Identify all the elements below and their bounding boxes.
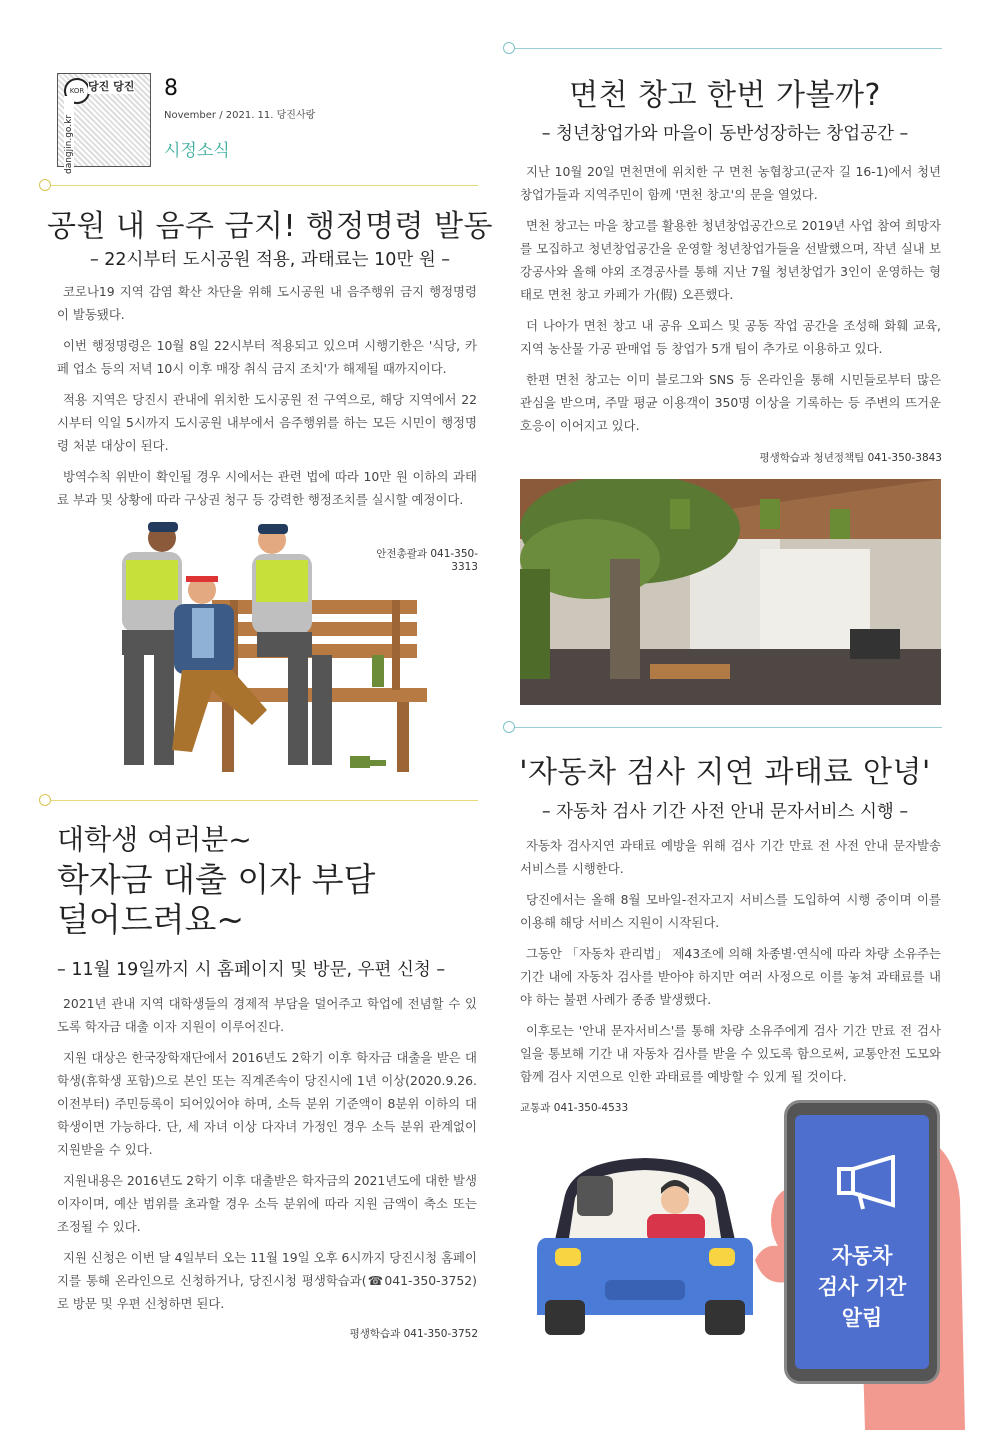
logo-text: 당진 당진 [88,80,135,93]
divider-rule [512,48,942,49]
article-subtitle: – 22시부터 도시공원 적용, 과태료는 10만 원 – [89,250,451,270]
cafe-interior-photo [520,479,941,705]
article-body [520,834,941,1096]
logo-mark: KOR [64,78,90,104]
article-title: '자동차 검사 지연 과태료 안녕' [519,755,931,790]
megaphone-icon [837,1155,907,1211]
article-title [57,820,375,940]
title-line: 덜어드려요~ [57,900,245,939]
article-subtitle: – 청년창업가와 마을이 동반성장하는 창업공간 – [541,124,909,144]
paragraph: 이번 행정명령은 10월 8일 22시부터 적용되고 있으며 시행기한은 '식당, 카페 업소 등의 저녁 10시 이후 매장 취식 금지 조치'가 해제될 때까지이다. [57,338,477,376]
article-body [57,280,477,519]
article-subtitle: – 자동차 검사 기간 사전 안내 문자서비스 시행 – [541,802,909,822]
divider-dot [503,721,515,733]
article-title: 공원 내 음주 금지! 행정명령 발동 [47,209,493,244]
paragraph: 지난 10월 20일 면천면에 위치한 구 면천 농협창고(군자 길 16-1)에서 청년 창업가들과 지역주민이 함께 '면천 창고'의 문을 열었다. [520,164,941,202]
divider-rule [512,727,942,728]
paragraph: 당진에서는 올해 8월 모바일-전자고지 서비스를 도입하여 시행 중이며 이를 이용해 해당 서비스 지원이 시작된다. [520,892,941,930]
title-line: 학자금 대출 이자 부담 [57,860,376,899]
article-title: 면천 창고 한번 가볼까? [569,78,881,113]
paragraph: 자동차 검사지연 과태료 예방을 위해 검사 기간 만료 전 사전 안내 문자발송 서비스를 시행한다. [520,838,941,876]
paragraph: 2021년 관내 지역 대학생들의 경제적 부담을 덜어주고 학업에 전념할 수 있도록 학자금 대출 이자 지원이 이루어진다. [57,996,477,1034]
paragraph: 지원 신청은 이번 달 4일부터 오는 11월 19일 오후 6시까지 당진시청 홈페이지를 통해 온라인으로 신청하거나, 당진시청 평생학습과(☎041-350-3752)로 방문 및 우편 신청하면 된다. [57,1250,477,1311]
divider-dot [39,179,51,191]
paragraph: 지원내용은 2016년도 2학기 이후 대출받은 학자금의 2021년도에 대한 발생 이자이며, 예산 범위를 초과할 경우 소득 분위에 따라 지원 금액이 축소 또는 조정될 수 있다. [57,1173,477,1234]
park-drinking-illustration [62,520,442,785]
police-left [122,522,182,765]
article-subtitle: – 11월 19일까지 시 홈페이지 및 방문, 우편 신청 – [57,960,446,980]
car-illustration [535,1150,755,1345]
divider-rule [44,185,478,186]
contact-info: 평생학습과 청년정책팀 041-350-3843 [759,452,942,464]
phone-screen [795,1115,929,1369]
article-body [57,992,477,1323]
article-body [520,160,941,445]
contact-info: 평생학습과 041-350-3752 [349,1328,478,1340]
paragraph: 코로나19 지역 감염 확산 차단을 위해 도시공원 내 음주행위 금지 행정명령이 발동됐다. [57,284,477,322]
paragraph: 더 나아가 면천 창고 내 공유 오피스 및 공동 작업 공간을 조성해 화훼 교육, 지역 농산물 가공 판매업 등 창업가 5개 팀이 추가로 이용하고 있다. [520,318,941,356]
issue-meta: November / 2021. 11. 당진사랑 [164,110,316,121]
phone-text-line: 자동차 [831,1244,893,1268]
phone-text-line: 검사 기간 [817,1275,907,1299]
contact-info: 교통과 041-350-4533 [520,1102,629,1114]
phone [784,1100,940,1384]
title-line: 대학생 여러분~ [57,823,252,856]
paragraph: 면천 창고는 마을 창고를 활용한 청년창업공간으로 2019년 사업 참여 희망자를 모집하고 청년창업공간을 운영할 청년창업가들을 선발했으며, 작년 실내 보강공사와 올해 야외 조경공사를 통해 지난 7월 청년창업가 3인이 운영하는 형태로 면천 창고 카페가 가(假) 오픈했다. [520,218,941,302]
phone-text-line: 알림 [841,1306,883,1330]
divider-rule [44,800,478,801]
page-number: 8 [164,76,178,101]
phone-text [795,1241,929,1334]
paragraph: 방역수칙 위반이 확인될 경우 시에서는 관련 법에 따라 10만 원 이하의 과태료 부과 및 상황에 따라 구상권 청구 등 강력한 행정조치를 실시할 예정이다. [57,469,477,507]
paragraph: 적용 지역은 당진시 관내에 위치한 도시공원 전 구역으로, 해당 지역에서 22시부터 익일 5시까지 도시공원 내부에서 음주행위를 하는 모든 시민이 행정명령 처분 대상이 된다. [57,392,477,453]
masthead-logo [57,73,151,174]
section-label: 시정소식 [164,141,230,161]
divider-dot [503,42,515,54]
paragraph: 이후로는 '안내 문자서비스'를 통해 차량 소유주에게 검사 기간 만료 전 검사일을 통보해 기간 내 자동차 검사를 받을 수 있도록 함으로써, 교통안전 도모와 함께 검사 지연으로 인한 과태료를 예방할 수 있게 될 것이다. [520,1023,941,1084]
paragraph: 지원 대상은 한국장학재단에서 2016년도 2학기 이후 학자금 대출을 받은 대학생(휴학생 포함)으로 본인 또는 직계존속이 당진시에 1년 이상(2020.9.26. 이전부터) 주민등록이 되어있어야 하며, 소득 분위 기준액이 8분위 이하의 대학생이면 가능하다. 단, 세 자녀 이상 다자녀 가정인 경우 소득 분위 관계없이 지원받을 수 있다. [57,1050,477,1157]
paragraph: 그동안 「자동차 관리법」 제43조에 의해 차종별·연식에 따라 차량 소유주는 기간 내에 자동차 검사를 받아야 하지만 여러 사정으로 이를 놓쳐 과태료를 내야 하는 불편 사례가 종종 발생했다. [520,946,941,1007]
divider-dot [39,794,51,806]
paragraph: 한편 면천 창고는 이미 블로그와 SNS 등 온라인을 통해 시민들로부터 많은 관심을 받으며, 주말 평균 이용객이 350명 이상을 기록하는 등 주변의 뜨거운 호응이 이어지고 있다. [520,372,941,433]
contact-info: 안전총괄과 041-350-3313 [376,548,478,573]
logo-side-text: dangjin.go.kr [64,96,74,174]
